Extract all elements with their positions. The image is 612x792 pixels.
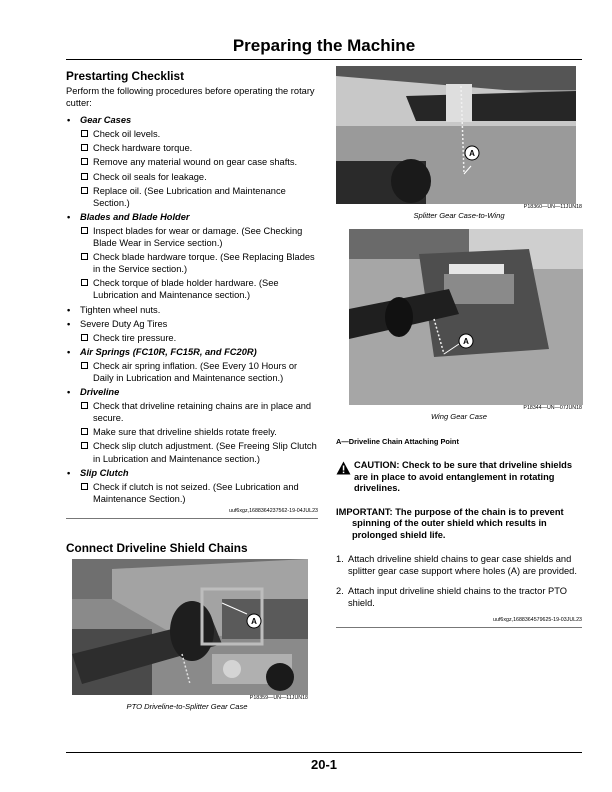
checklist-group-label	[66, 114, 318, 126]
prestart-heading: Prestarting Checklist	[66, 69, 185, 83]
checklist-item-text: Check oil seals for leakage.	[93, 171, 207, 182]
group-label-text: Air Springs (FC10R, FC15R, and FC20R)	[80, 346, 257, 357]
callout-a-label: A	[469, 149, 475, 158]
checklist-group-label	[66, 346, 318, 358]
warning-triangle-icon	[336, 461, 351, 475]
checklist-item	[66, 360, 318, 384]
bullet-icon: •	[67, 304, 71, 315]
checklist-group	[66, 467, 318, 505]
checklist-group-label	[66, 467, 318, 479]
checkbox-icon[interactable]	[81, 227, 88, 234]
splitter-photo-caption: Splitter Gear Case-to-Wing	[413, 211, 505, 220]
checklist-item	[66, 332, 318, 344]
checklist-item-text: Inspect blades for wear or damage. (See Checking Blade Wear in Service section.)	[93, 225, 303, 249]
checklist-group	[66, 346, 318, 384]
checklist-item	[66, 277, 318, 301]
checklist-item	[66, 185, 318, 209]
checkbox-icon[interactable]	[81, 187, 88, 194]
right-column	[336, 66, 582, 628]
checklist-item	[66, 156, 318, 168]
wing-photo-id: P18344—UN—07JUN18	[523, 405, 582, 411]
bullet-icon: •	[67, 387, 71, 398]
step-number: 1.	[336, 554, 344, 565]
checklist-item	[66, 225, 318, 249]
checklist-item-text: Make sure that driveline shields rotate freely.	[93, 427, 277, 438]
checklist-item-text: Check slip clutch adjustment. (See Freeing Slip Clutch in Lubrication and Maintenance section.)	[93, 441, 317, 464]
connect-heading: Connect Driveline Shield Chains	[66, 540, 248, 555]
checklist-group	[66, 318, 318, 344]
group-label-text: Tighten wheel nuts.	[80, 304, 161, 315]
important-rest: spinning of the outer shield which results in prolonged shield life.	[352, 518, 547, 540]
checklist-item	[66, 142, 318, 154]
checklist-group	[66, 114, 318, 209]
checkbox-icon[interactable]	[81, 253, 88, 260]
caution-text: CAUTION: Check to be sure that driveline shields are in place to avoid entanglement in rotating drivelines.	[354, 460, 573, 494]
step-text: Attach input driveline shield chains to the tractor PTO shield.	[348, 586, 567, 609]
checklist	[66, 114, 318, 505]
checkbox-icon[interactable]	[81, 130, 88, 137]
checklist-item-text: Check oil levels.	[93, 129, 161, 140]
checklist-item-text: Check that driveline retaining chains are in place and secure.	[93, 401, 312, 424]
step-number: 2.	[336, 586, 344, 597]
left-column	[66, 66, 318, 712]
checkbox-icon[interactable]	[81, 173, 88, 180]
prestart-intro: Perform the following procedures before operating the rotary cutter:	[66, 86, 315, 109]
checklist-item-text: Check torque of blade holder hardware. (See Lubrication and Maintenance section.)	[93, 278, 279, 301]
checklist-item-text: Check blade hardware torque. (See Replacing Blades in the Service section.)	[93, 252, 315, 275]
checklist-group-label	[66, 304, 318, 316]
checkbox-icon[interactable]	[81, 483, 88, 490]
checklist-item-text: Check hardware torque.	[93, 143, 193, 154]
checklist-item-text: Check air spring inflation. (See Every 10 Hours or Daily in Lubrication and Maintenance section.)	[93, 360, 298, 383]
wing-gear-photo	[349, 229, 583, 405]
callout-a-label: A	[251, 616, 257, 626]
callout-a-label: A	[463, 337, 469, 346]
checkbox-icon[interactable]	[81, 402, 88, 409]
pto-photo-caption: PTO Driveline-to-Splitter Gear Case	[126, 701, 248, 711]
page-number: 20-1	[310, 757, 338, 772]
bullet-icon: •	[67, 115, 71, 126]
section-divider	[66, 518, 318, 519]
bullet-icon: •	[67, 211, 71, 222]
wing-photo-caption: Wing Gear Case	[430, 412, 488, 421]
group-label-text: Blades and Blade Holder	[80, 211, 190, 222]
checkbox-icon[interactable]	[81, 442, 88, 449]
footer-rule	[66, 752, 582, 753]
checklist-item	[66, 128, 318, 140]
splitter-photo-id: P18360—UN—11JUN18	[523, 204, 582, 210]
checklist-item-text: Remove any material wound on gear case shafts.	[93, 157, 298, 168]
checkbox-icon[interactable]	[81, 362, 88, 369]
important-notice	[336, 507, 582, 542]
checklist-item-text: Check tire pressure.	[93, 332, 177, 343]
page-title: Preparing the Machine	[232, 36, 416, 55]
checklist-group	[66, 304, 318, 316]
group-label-text: Driveline	[80, 387, 120, 398]
steps-list	[336, 553, 582, 609]
checkbox-icon[interactable]	[81, 428, 88, 435]
caution-notice	[336, 460, 582, 495]
bullet-icon: •	[67, 318, 71, 329]
checklist-group-label	[66, 211, 318, 223]
checklist-group-label	[66, 386, 318, 398]
checklist-item	[66, 440, 318, 464]
callout-legend: A—Driveline Chain Attaching Point	[336, 437, 459, 446]
checklist-item	[66, 426, 318, 438]
step-item	[336, 553, 582, 577]
pto-photo-id: P18359—UN—11JUN18	[249, 694, 308, 701]
connect-ref-id: uuf6xgz,1688364579625-19-03JUL23	[493, 617, 582, 624]
checklist-group	[66, 386, 318, 465]
important-lead: IMPORTANT: The purpose of the chain is to prevent	[336, 506, 564, 517]
bullet-icon: •	[67, 346, 71, 357]
checklist-item	[66, 251, 318, 275]
checkbox-icon[interactable]	[81, 279, 88, 286]
checklist-group	[66, 211, 318, 302]
prestart-ref-id: uuf6xgz,1688364237562-19-04JUL23	[229, 507, 318, 514]
step-item	[336, 585, 582, 609]
checklist-item-text: Check if clutch is not seized. (See Lubrication and Maintenance Section.)	[93, 481, 299, 504]
checklist-group-label	[66, 318, 318, 330]
group-label-text: Severe Duty Ag Tires	[80, 318, 168, 329]
checklist-item	[66, 171, 318, 183]
checkbox-icon[interactable]	[81, 158, 88, 165]
pto-driveline-photo	[72, 559, 308, 695]
checklist-item	[66, 481, 318, 505]
splitter-gear-photo	[336, 66, 576, 204]
step-text: Attach driveline shield chains to gear case shields and splitter gear case support where holes (A) are provided.	[348, 554, 577, 577]
section-divider	[336, 627, 582, 628]
title-rule	[66, 59, 582, 60]
group-label-text: Slip Clutch	[80, 467, 129, 478]
checklist-item	[66, 400, 318, 424]
checklist-item-text: Replace oil. (See Lubrication and Maintenance Section.)	[93, 185, 286, 208]
checkbox-icon[interactable]	[81, 144, 88, 151]
bullet-icon: •	[67, 467, 71, 478]
checkbox-icon[interactable]	[81, 334, 88, 341]
group-label-text: Gear Cases	[80, 115, 132, 126]
